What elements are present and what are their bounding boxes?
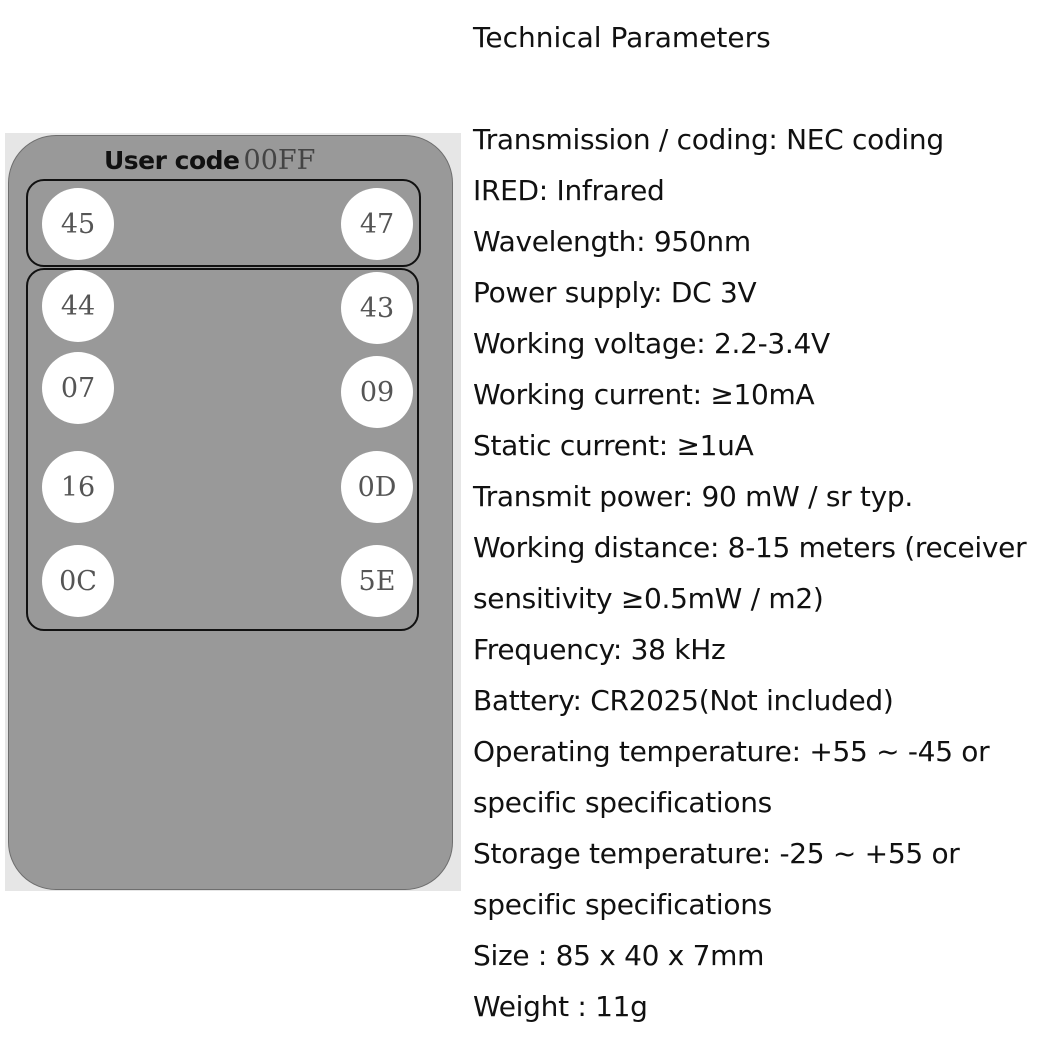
- spec-line: specific specifications: [473, 786, 772, 819]
- spec-line: Working voltage: 2.2-3.4V: [473, 327, 830, 360]
- spec-line: Operating temperature: +55 ~ -45 or: [473, 735, 990, 768]
- spec-line: Working distance: 8-15 meters (receiver: [473, 531, 1027, 564]
- spec-line: Power supply: DC 3V: [473, 276, 757, 309]
- spec-line: Weight : 11g: [473, 990, 648, 1023]
- key-16: 16: [42, 451, 114, 523]
- user-code: [104, 144, 315, 178]
- key-5E: 5E: [341, 545, 413, 617]
- spec-line: Storage temperature: -25 ~ +55 or: [473, 837, 960, 870]
- spec-line: Frequency: 38 kHz: [473, 633, 726, 666]
- user-code-label: User code: [104, 146, 240, 175]
- key-44: 44: [42, 270, 114, 342]
- specs-title: Technical Parameters: [473, 21, 771, 54]
- spec-line: IRED: Infrared: [473, 174, 665, 207]
- key-45: 45: [42, 188, 114, 260]
- key-43: 43: [341, 272, 413, 344]
- spec-line: Static current: ≥1uA: [473, 429, 754, 462]
- spec-line: Battery: CR2025(Not included): [473, 684, 894, 717]
- key-09: 09: [341, 356, 413, 428]
- key-0C: 0C: [42, 545, 114, 617]
- spec-line: sensitivity ≥0.5mW / m2): [473, 582, 824, 615]
- spec-line: Size : 85 x 40 x 7mm: [473, 939, 765, 972]
- spec-line: Transmit power: 90 mW / sr typ.: [473, 480, 913, 513]
- key-07: 07: [42, 352, 114, 424]
- spec-line: specific specifications: [473, 888, 772, 921]
- spec-line: Transmission / coding: NEC coding: [473, 123, 944, 156]
- spec-line: Working current: ≥10mA: [473, 378, 815, 411]
- key-0D: 0D: [341, 451, 413, 523]
- spec-line: Wavelength: 950nm: [473, 225, 751, 258]
- specs-list: [473, 119, 1050, 1037]
- user-code-value: 00FF: [243, 145, 316, 176]
- key-47: 47: [341, 188, 413, 260]
